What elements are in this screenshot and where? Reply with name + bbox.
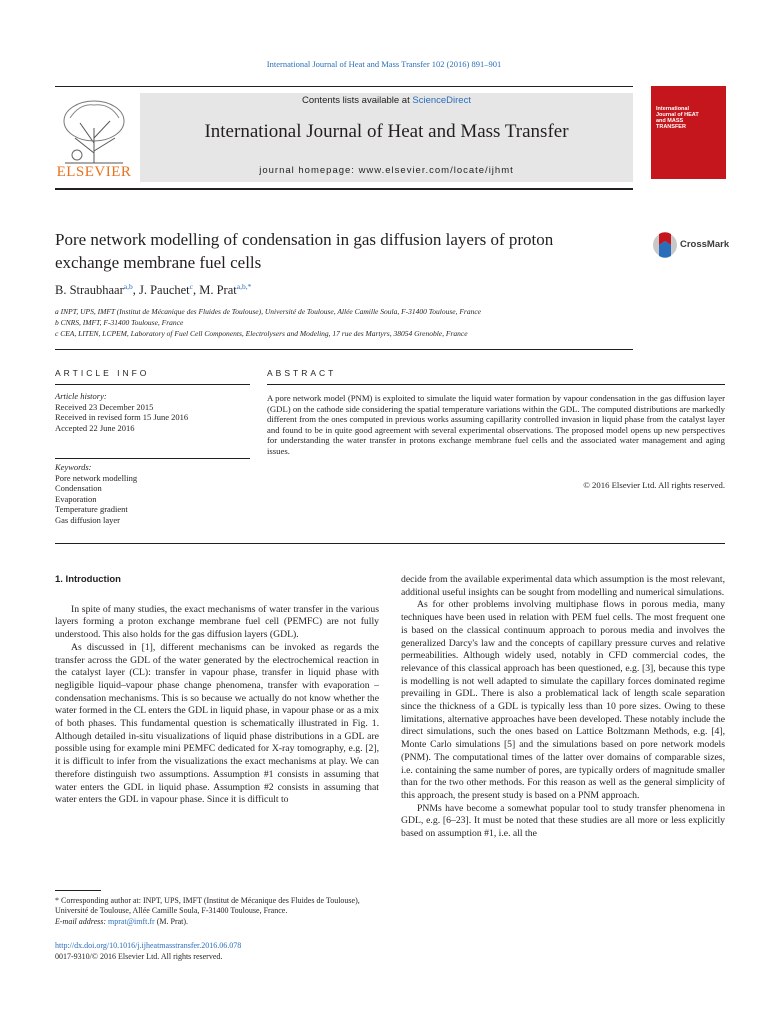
affiliation-b: b CNRS, IMFT, F-31400 Toulouse, France xyxy=(55,318,184,327)
doi-link[interactable]: http://dx.doi.org/10.1016/j.ijheatmasstransfer.2016.06.078 xyxy=(55,941,242,950)
history-item: Received in revised form 15 June 2016 xyxy=(55,412,189,422)
history-item: Accepted 22 June 2016 xyxy=(55,422,135,433)
author-name: M. Prat xyxy=(199,283,237,298)
crossmark-label: CrossMark xyxy=(680,239,730,250)
keywords xyxy=(55,462,137,525)
abstract-copyright: © 2016 Elsevier Ltd. All rights reserved. xyxy=(583,480,725,490)
body-rule xyxy=(55,543,725,544)
keyword-item: Condensation xyxy=(55,483,102,493)
keyword-item: Gas diffusion layer xyxy=(55,514,120,525)
email-line xyxy=(55,917,385,927)
corresponding-author-note: * Corresponding author at: INPT, UPS, IMFT (Institut de Mécanique des Fluides de Toulouse), Université de Toulouse, Allée Camille Soula, F-31400 Toulouse, France. xyxy=(55,896,360,916)
paragraph: As for other problems involving multiphase flows in porous media, many techniques have been used in relation with PEM fuel cells. The most frequent one is based on the classical continuum approach to porous media and involves the generalized Darcy's law and the concepts of capillary pressure curves and relative permeabilities. Although widely used, notably in CFD commercial codes, the relevance of this classical approach has been questioned, e.g. [3], because this type is modelling is not well adapted to simulate the capillary forces dominated regime prevailing in GDL. There is also a problematical lack of length scale separation since the thickness of a GDL is typically less than 10 pore sizes. Owing to these limitations, alternative approaches have been developed. These notably include the direct simulations, such the ones based on Lattice Boltzmann Methods, e.g. [4], Monte Carlo simulations [5] and the simulations based on pore network models (PNM). The computational times of the latter over domains of comparable sizes, i.e. containing the same number of pores, are typically orders of magnitude smaller than for the two other methods. For this reason as well as the general simplicity of this approach, the present study is based on a PNM approach. xyxy=(401,599,725,801)
author-list: B. Straubhaar$^{a,b}$, J. Pauchet$^c$, M. Prat$^{a,b,*}$ xyxy=(55,282,252,298)
footnote xyxy=(55,896,385,927)
crossmark-badge[interactable] xyxy=(652,230,732,260)
email-link[interactable]: mprat@imft.fr xyxy=(108,916,155,926)
elsevier-wordmark: ELSEVIER xyxy=(56,164,132,180)
article-info-heading: ARTICLE INFO xyxy=(55,368,150,378)
title-line-2: exchange membrane fuel cells xyxy=(55,253,262,272)
paragraph: PNMs have become a somewhat popular tool to study transfer phenomena in GDL, e.g. [6–23]. It must be noted that these studies are all more or less explicitly based on assumption #1, i.e. all the xyxy=(401,802,725,840)
journal-banner xyxy=(140,93,633,182)
section-heading: 1. Introduction xyxy=(55,574,121,585)
keywords-label: Keywords: xyxy=(55,462,92,472)
cover-text: International Journal of HEAT and MASS TRANSFER xyxy=(656,106,699,130)
abstract-text: A pore network model (PNM) is exploited to simulate the liquid water formation by vapour condensation in the gas diffusion layer (GDL) on the cathode side considering the spatial temperature variations within the GDL. The computed distributions are markedly different from the ones computed in previous works assuming capillarity controlled invasion in liquid phase from the catalyst layer and found to be in quite good agreement with several experimental observations. The proposed model opens up new perspectives for understanding the water transfer in protons exchange membrane fuel cells and the associated water management and aging issues. xyxy=(267,393,725,456)
sciencedirect-link[interactable]: ScienceDirect xyxy=(412,95,471,106)
journal-homepage[interactable]: journal homepage: www.elsevier.com/locate/ijhmt xyxy=(259,165,514,176)
paragraph: decide from the available experimental data which assumption is the most relevant, additional useful insights can be sought from modelling and numerical simulations. xyxy=(401,574,725,598)
crossmark-icon xyxy=(652,230,678,260)
keyword-item: Evaporation xyxy=(55,493,97,504)
header-rule-bottom xyxy=(55,188,633,190)
author-name: B. Straubhaar xyxy=(55,283,124,298)
author-sup[interactable]: a,b xyxy=(123,282,133,291)
email-suffix: (M. Prat). xyxy=(156,916,189,926)
keywords-rule xyxy=(55,458,250,459)
history-label: Article history: xyxy=(55,391,107,401)
bottom-meta xyxy=(55,940,241,962)
affiliation-c: c CEA, LITEN, LCPEM, Laboratory of Fuel Cell Components, Electrolysers and Modeling, 17 rue des Martyrs, 38054 Grenoble, France xyxy=(55,329,468,338)
info-rule xyxy=(55,384,250,385)
abstract-heading: ABSTRACT xyxy=(267,368,337,378)
article-title xyxy=(55,228,645,274)
journal-title: International Journal of Heat and Mass Transfer xyxy=(204,121,569,142)
body-left-column xyxy=(55,574,379,807)
affiliation-rule xyxy=(55,349,633,350)
spacer xyxy=(55,587,379,604)
paragraph: In spite of many studies, the exact mechanisms of water transfer in the various layers forming a proton exchange membrane fuel cell (PEMFC) are not fully understood. This also holds for the gas diffusion layers (GDL). xyxy=(55,603,379,641)
journal-cover-thumbnail xyxy=(651,86,726,179)
header-rule-top xyxy=(55,86,633,87)
author-sup[interactable]: c xyxy=(189,282,193,291)
journal-citation[interactable]: International Journal of Heat and Mass Transfer 102 (2016) 891–901 xyxy=(266,59,502,69)
title-line-1: Pore network modelling of condensation in gas diffusion layers of proton xyxy=(55,230,554,249)
issn-line: 0017-9310/© 2016 Elsevier Ltd. All rights reserved. xyxy=(55,952,223,961)
author-sup[interactable]: a,b,* xyxy=(236,282,252,291)
footnote-rule xyxy=(55,890,101,891)
contents-line xyxy=(140,95,633,106)
body-right-column xyxy=(401,574,725,841)
contents-prefix: Contents lists available at xyxy=(302,95,410,106)
history-item: Received 23 December 2015 xyxy=(55,401,154,412)
paragraph: As discussed in [1], different mechanisms can be invoked as regards the transfer across the GDL of the water generated by the electrochemical reaction in the catalyst layer (CL): transfer in vapour phase, transfer in liquid phase with negligible liquid–vapour phase change phenomena, transfer with evaporation – condensation mechanisms. This is so because we actually do not know whether the water formed in the CL enters the GDL in liquid phase, in vapour phase or as a mix of both phases. This fundamental question is schematically illustrated in Fig. 1. Although detailed in-situ visualizations of liquid phase distributions in a GDL are possible using for example mini PEMFC dedicated for X-ray tomography, e.g. [2], it is difficult to infer from the visualizations the exact mechanisms at play. We can therefore distinguish two assumptions. Assumption #1 consists in assuming that water enters the GDL in liquid phase. Assumption #2 consists in assuming that water enters the GDL in vapour phase. Since it is difficult to xyxy=(55,641,379,806)
keyword-item: Pore network modelling xyxy=(55,472,138,483)
author-name: J. Pauchet xyxy=(138,283,190,298)
article-history xyxy=(55,391,188,433)
email-label: E-mail address: xyxy=(55,916,107,926)
affiliation-a: a INPT, UPS, IMFT (Institut de Mécanique des Fluides de Toulouse), Université de Toulouse, Allée Camille Soula, F-31400 Toulouse, France xyxy=(55,307,481,316)
abstract-rule xyxy=(267,384,725,385)
keyword-item: Temperature gradient xyxy=(55,504,128,514)
